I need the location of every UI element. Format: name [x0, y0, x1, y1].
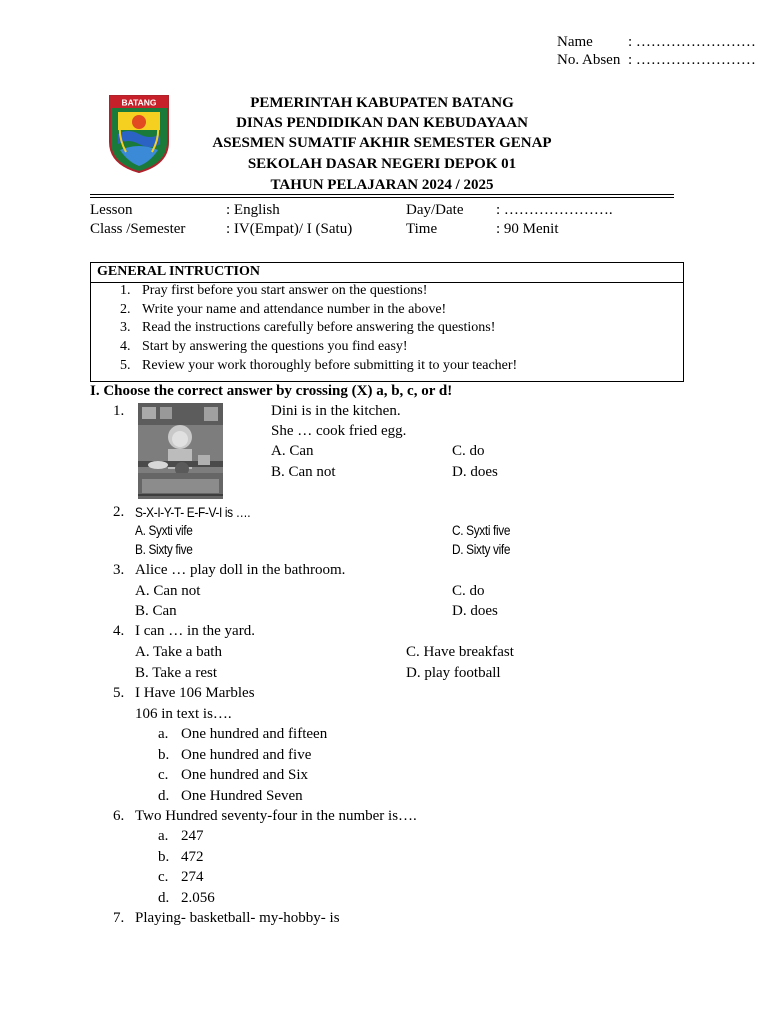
- day-value[interactable]: : ………………….: [496, 202, 613, 218]
- q7-text: Playing- basketball- my-hobby- is: [135, 910, 340, 926]
- q1-option-c[interactable]: C. do: [452, 443, 485, 459]
- q4-option-d[interactable]: D. play football: [406, 665, 501, 681]
- q2-option-a[interactable]: A. Syxti vife: [135, 523, 193, 538]
- q3-option-b[interactable]: B. Can: [135, 603, 177, 619]
- q4-option-a[interactable]: A. Take a bath: [135, 644, 222, 660]
- q5-line-2: 106 in text is….: [135, 706, 232, 722]
- section-1-title: I. Choose the correct answer by crossing (X) a, b, c, or d!: [90, 383, 453, 399]
- logo-text: BATANG: [121, 97, 157, 108]
- q1-line-1: Dini is in the kitchen.: [271, 403, 401, 419]
- q2-text: S-X-I-Y-T- E-F-V-I is ….: [135, 505, 251, 520]
- instruction-item-3: Read the instructions carefully before answering the questions!: [142, 320, 496, 335]
- header-divider-bottom: [90, 197, 674, 198]
- q1-option-d[interactable]: D. does: [452, 464, 498, 480]
- q1-option-b[interactable]: B. Can not: [271, 464, 336, 480]
- q5-option-d[interactable]: One Hundred Seven: [181, 788, 303, 804]
- q3-option-d[interactable]: D. does: [452, 603, 498, 619]
- q3-text: Alice … play doll in the bathroom.: [135, 562, 346, 578]
- header-line-2: DINAS PENDIDIKAN DAN KEBUDAYAAN: [236, 115, 528, 131]
- header-divider-top: [90, 194, 674, 195]
- instructions-box: [90, 262, 684, 382]
- q1-line-2: She … cook fried egg.: [271, 423, 407, 439]
- instruction-num-1: 1.: [120, 283, 131, 298]
- instruction-item-4: Start by answering the questions you find easy!: [142, 339, 408, 354]
- header-line-5: TAHUN PELAJARAN 2024 / 2025: [270, 177, 494, 193]
- q5-number: 5.: [113, 685, 125, 701]
- q5-line-1: I Have 106 Marbles: [135, 685, 255, 701]
- q2-option-b[interactable]: B. Sixty five: [135, 542, 193, 557]
- q3-number: 3.: [113, 562, 125, 578]
- kitchen-illustration: [138, 403, 223, 499]
- q7-number: 7.: [113, 910, 125, 926]
- q6-option-d-letter: d.: [158, 890, 170, 906]
- q4-option-b[interactable]: B. Take a rest: [135, 665, 217, 681]
- instruction-num-4: 4.: [120, 339, 131, 354]
- header-line-1: PEMERINTAH KABUPATEN BATANG: [250, 95, 514, 111]
- instruction-num-2: 2.: [120, 302, 131, 317]
- instruction-num-5: 5.: [120, 358, 131, 373]
- instructions-title-row: [91, 263, 683, 283]
- q3-option-c[interactable]: C. do: [452, 583, 485, 599]
- q5-option-d-letter: d.: [158, 788, 170, 804]
- q6-option-c-letter: c.: [158, 869, 169, 885]
- q6-number: 6.: [113, 808, 125, 824]
- name-label: Name: [557, 34, 593, 50]
- batang-logo: [108, 94, 170, 174]
- q2-number: 2.: [113, 504, 125, 520]
- q1-number: 1.: [113, 403, 125, 419]
- time-value: : 90 Menit: [496, 221, 559, 237]
- q5-option-a[interactable]: One hundred and fifteen: [181, 726, 328, 742]
- instructions-title: GENERAL INTRUCTION: [97, 264, 260, 279]
- absen-label: No. Absen: [557, 52, 621, 68]
- class-value: : IV(Empat)/ I (Satu): [226, 221, 353, 237]
- lesson-label: Lesson: [90, 202, 133, 218]
- q4-number: 4.: [113, 623, 125, 639]
- q2-option-d[interactable]: D. Sixty vife: [452, 542, 511, 557]
- header-line-4: SEKOLAH DASAR NEGERI DEPOK 01: [247, 156, 517, 172]
- q5-option-a-letter: a.: [158, 726, 169, 742]
- lesson-value: : English: [226, 202, 280, 218]
- name-field[interactable]: : ……………………: [628, 34, 756, 50]
- instruction-num-3: 3.: [120, 320, 131, 335]
- instruction-item-5: Review your work thoroughly before submitting it to your teacher!: [142, 358, 518, 373]
- q5-option-c-letter: c.: [158, 767, 169, 783]
- q6-option-a-letter: a.: [158, 828, 169, 844]
- instruction-item-2: Write your name and attendance number in the above!: [142, 302, 447, 317]
- header-line-3: ASESMEN SUMATIF AKHIR SEMESTER GENAP: [212, 135, 552, 151]
- q3-option-a[interactable]: A. Can not: [135, 583, 201, 599]
- q6-text: Two Hundred seventy-four in the number is….: [135, 808, 417, 824]
- instruction-item-1: Pray first before you start answer on the questions!: [142, 283, 428, 298]
- q2-option-c[interactable]: C. Syxti five: [452, 523, 511, 538]
- class-label: Class /Semester: [90, 221, 186, 237]
- q6-option-c[interactable]: 274: [181, 869, 204, 885]
- q5-option-b-letter: b.: [158, 747, 170, 763]
- time-label: Time: [406, 221, 438, 237]
- q6-option-b[interactable]: 472: [181, 849, 204, 865]
- q6-option-a[interactable]: 247: [181, 828, 204, 844]
- q6-option-b-letter: b.: [158, 849, 170, 865]
- q4-option-c[interactable]: C. Have breakfast: [406, 644, 514, 660]
- q6-option-d[interactable]: 2.056: [181, 890, 215, 906]
- absen-field[interactable]: : ……………………: [628, 52, 756, 68]
- q1-option-a[interactable]: A. Can: [271, 443, 314, 459]
- q4-text: I can … in the yard.: [135, 623, 255, 639]
- q5-option-b[interactable]: One hundred and five: [181, 747, 312, 763]
- q5-option-c[interactable]: One hundred and Six: [181, 767, 309, 783]
- day-label: Day/Date: [406, 202, 464, 218]
